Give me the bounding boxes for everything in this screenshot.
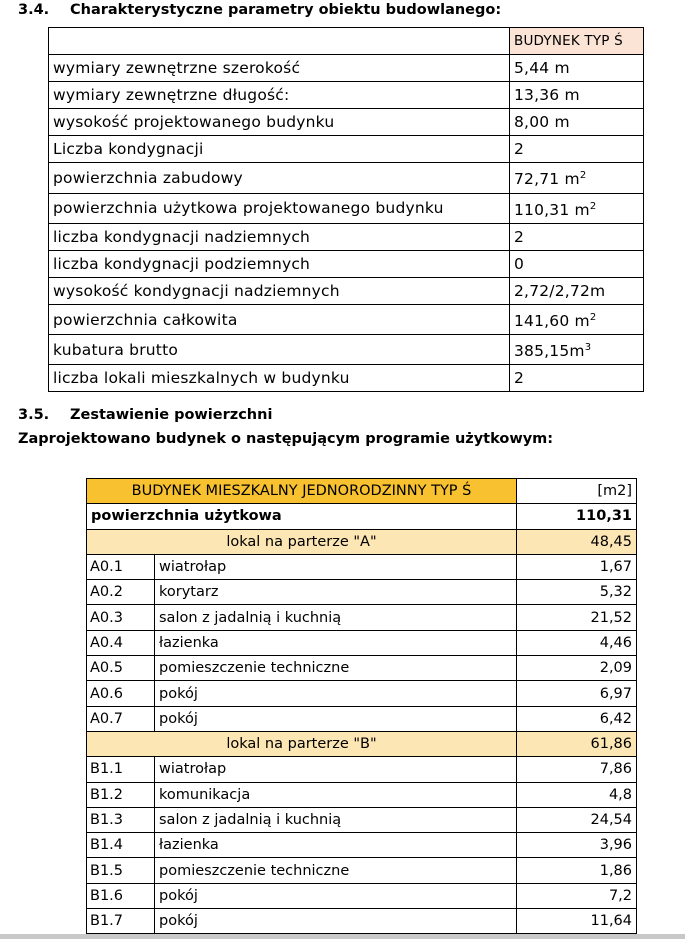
- room-row: [87, 757, 637, 782]
- parameter-value-text: 141,60 m: [514, 312, 590, 331]
- room-code: B1.6: [87, 883, 155, 908]
- room-row: [87, 630, 637, 655]
- unit-section-title: lokal na parterze "B": [87, 731, 517, 756]
- room-row: [87, 605, 637, 630]
- room-name: pokój: [155, 883, 517, 908]
- room-code: B1.2: [87, 782, 155, 807]
- parameter-value: [510, 250, 644, 277]
- column-header-building-type: BUDYNEK TYP Ś: [510, 28, 644, 55]
- room-code: B1.4: [87, 833, 155, 858]
- unit-section-row: [87, 529, 637, 554]
- unit-section-area: 61,86: [517, 731, 637, 756]
- parameter-label: Liczba kondygnacji: [49, 136, 510, 163]
- table-header-row: [87, 479, 637, 504]
- unit-cell: [m2]: [517, 479, 637, 504]
- room-name: łazienka: [155, 630, 517, 655]
- room-row: [87, 883, 637, 908]
- room-area: 2,09: [517, 656, 637, 681]
- section-title: Charakterystyczne parametry obiektu budowlanego:: [70, 2, 502, 18]
- room-name: łazienka: [155, 833, 517, 858]
- total-label: powierzchnia użytkowa: [87, 504, 517, 529]
- room-row: [87, 554, 637, 579]
- building-parameters-table: [48, 27, 644, 392]
- room-row: [87, 909, 637, 934]
- parameter-label: powierzchnia zabudowy: [49, 163, 510, 193]
- section-title: Zestawienie powierzchni: [70, 407, 273, 423]
- parameter-label: liczba kondygnacji nadziemnych: [49, 223, 510, 250]
- room-area: 24,54: [517, 807, 637, 832]
- parameter-row: [49, 109, 644, 136]
- section-number: 3.4.: [18, 2, 50, 18]
- room-area: 4,8: [517, 782, 637, 807]
- room-area: 11,64: [517, 909, 637, 934]
- room-name: pokój: [155, 681, 517, 706]
- floor-area-table: [86, 478, 637, 934]
- room-name: wiatrołap: [155, 554, 517, 579]
- room-area: 4,46: [517, 630, 637, 655]
- room-area: 3,96: [517, 833, 637, 858]
- parameter-value-text: 72,71 m: [514, 170, 580, 189]
- parameter-label: liczba lokali mieszkalnych w budynku: [49, 365, 510, 392]
- parameter-value-text: 2: [514, 140, 525, 159]
- parameter-label: liczba kondygnacji podziemnych: [49, 250, 510, 277]
- parameter-value: [510, 82, 644, 109]
- section-number: 3.5.: [18, 407, 50, 423]
- unit-section-title: lokal na parterze "A": [87, 529, 517, 554]
- room-row: [87, 858, 637, 883]
- parameter-value: [510, 223, 644, 250]
- parameter-value-text: 5,44 m: [514, 59, 570, 78]
- parameter-label: wymiary zewnętrzne długość:: [49, 82, 510, 109]
- room-area: 7,2: [517, 883, 637, 908]
- parameter-value: [510, 193, 644, 223]
- parameter-value-text: 110,31 m: [514, 200, 590, 219]
- room-code: A0.5: [87, 656, 155, 681]
- unit-exponent: 2: [589, 200, 597, 212]
- room-area: 1,67: [517, 554, 637, 579]
- parameter-value-text: 13,36 m: [514, 86, 580, 105]
- unit-exponent: 2: [589, 312, 597, 324]
- parameter-label: wysokość projektowanego budynku: [49, 109, 510, 136]
- parameter-value: [510, 109, 644, 136]
- parameter-label: powierzchnia użytkowa projektowanego budynku: [49, 193, 510, 223]
- parameter-label: powierzchnia całkowita: [49, 305, 510, 335]
- header-empty-cell: [49, 28, 510, 55]
- room-code: A0.6: [87, 681, 155, 706]
- parameter-value: [510, 136, 644, 163]
- room-row: [87, 807, 637, 832]
- unit-section-row: [87, 731, 637, 756]
- room-code: B1.7: [87, 909, 155, 934]
- total-value: 110,31: [517, 504, 637, 529]
- unit-exponent: 3: [584, 342, 592, 354]
- room-name: korytarz: [155, 580, 517, 605]
- room-code: A0.7: [87, 706, 155, 731]
- parameter-label: wysokość kondygnacji nadziemnych: [49, 277, 510, 304]
- room-code: B1.3: [87, 807, 155, 832]
- room-area: 1,86: [517, 858, 637, 883]
- parameter-value: [510, 55, 644, 82]
- parameter-label: kubatura brutto: [49, 335, 510, 365]
- parameter-row: [49, 277, 644, 304]
- parameter-label: wymiary zewnętrzne szerokość: [49, 55, 510, 82]
- room-code: A0.4: [87, 630, 155, 655]
- parameter-row: [49, 250, 644, 277]
- parameter-row: [49, 163, 644, 193]
- parameter-value: [510, 305, 644, 335]
- room-name: pokój: [155, 909, 517, 934]
- parameter-value-text: 2,72/2,72m: [514, 282, 606, 301]
- room-area: 5,32: [517, 580, 637, 605]
- parameter-row: [49, 335, 644, 365]
- parameter-row: [49, 82, 644, 109]
- parameter-row: [49, 193, 644, 223]
- room-code: B1.1: [87, 757, 155, 782]
- room-name: komunikacja: [155, 782, 517, 807]
- page-bottom-divider: [0, 934, 685, 939]
- parameter-row: [49, 136, 644, 163]
- room-area: 6,42: [517, 706, 637, 731]
- room-area: 7,86: [517, 757, 637, 782]
- section-subtitle: Zaprojektowano budynek o następującym programie użytkowym:: [18, 431, 554, 447]
- room-code: A0.1: [87, 554, 155, 579]
- room-name: pomieszczenie techniczne: [155, 858, 517, 883]
- room-code: B1.5: [87, 858, 155, 883]
- parameter-row: [49, 365, 644, 392]
- room-code: A0.3: [87, 605, 155, 630]
- room-name: pomieszczenie techniczne: [155, 656, 517, 681]
- parameter-row: [49, 305, 644, 335]
- table-header-row: [49, 28, 644, 55]
- parameter-value-text: 385,15m: [514, 342, 585, 361]
- room-row: [87, 656, 637, 681]
- room-name: wiatrołap: [155, 757, 517, 782]
- room-code: A0.2: [87, 580, 155, 605]
- unit-section-area: 48,45: [517, 529, 637, 554]
- parameter-value-text: 8,00 m: [514, 113, 570, 132]
- parameter-value: [510, 365, 644, 392]
- parameter-value-text: 2: [514, 369, 525, 388]
- parameter-value: [510, 163, 644, 193]
- parameter-row: [49, 223, 644, 250]
- room-row: [87, 782, 637, 807]
- room-name: salon z jadalnią i kuchnią: [155, 605, 517, 630]
- room-area: 21,52: [517, 605, 637, 630]
- section-3-4-heading: [18, 2, 501, 18]
- room-row: [87, 833, 637, 858]
- unit-exponent: 2: [579, 170, 587, 182]
- room-area: 6,97: [517, 681, 637, 706]
- parameter-value: [510, 335, 644, 365]
- room-name: salon z jadalnią i kuchnią: [155, 807, 517, 832]
- section-3-5-heading: [18, 407, 272, 423]
- total-row: [87, 504, 637, 529]
- room-name: pokój: [155, 706, 517, 731]
- parameter-row: [49, 55, 644, 82]
- table-title-cell: BUDYNEK MIESZKALNY JEDNORODZINNY TYP Ś: [87, 479, 517, 504]
- room-row: [87, 681, 637, 706]
- room-row: [87, 580, 637, 605]
- parameter-value-text: 0: [514, 254, 525, 273]
- parameter-value-text: 2: [514, 227, 525, 246]
- parameter-value: [510, 277, 644, 304]
- room-row: [87, 706, 637, 731]
